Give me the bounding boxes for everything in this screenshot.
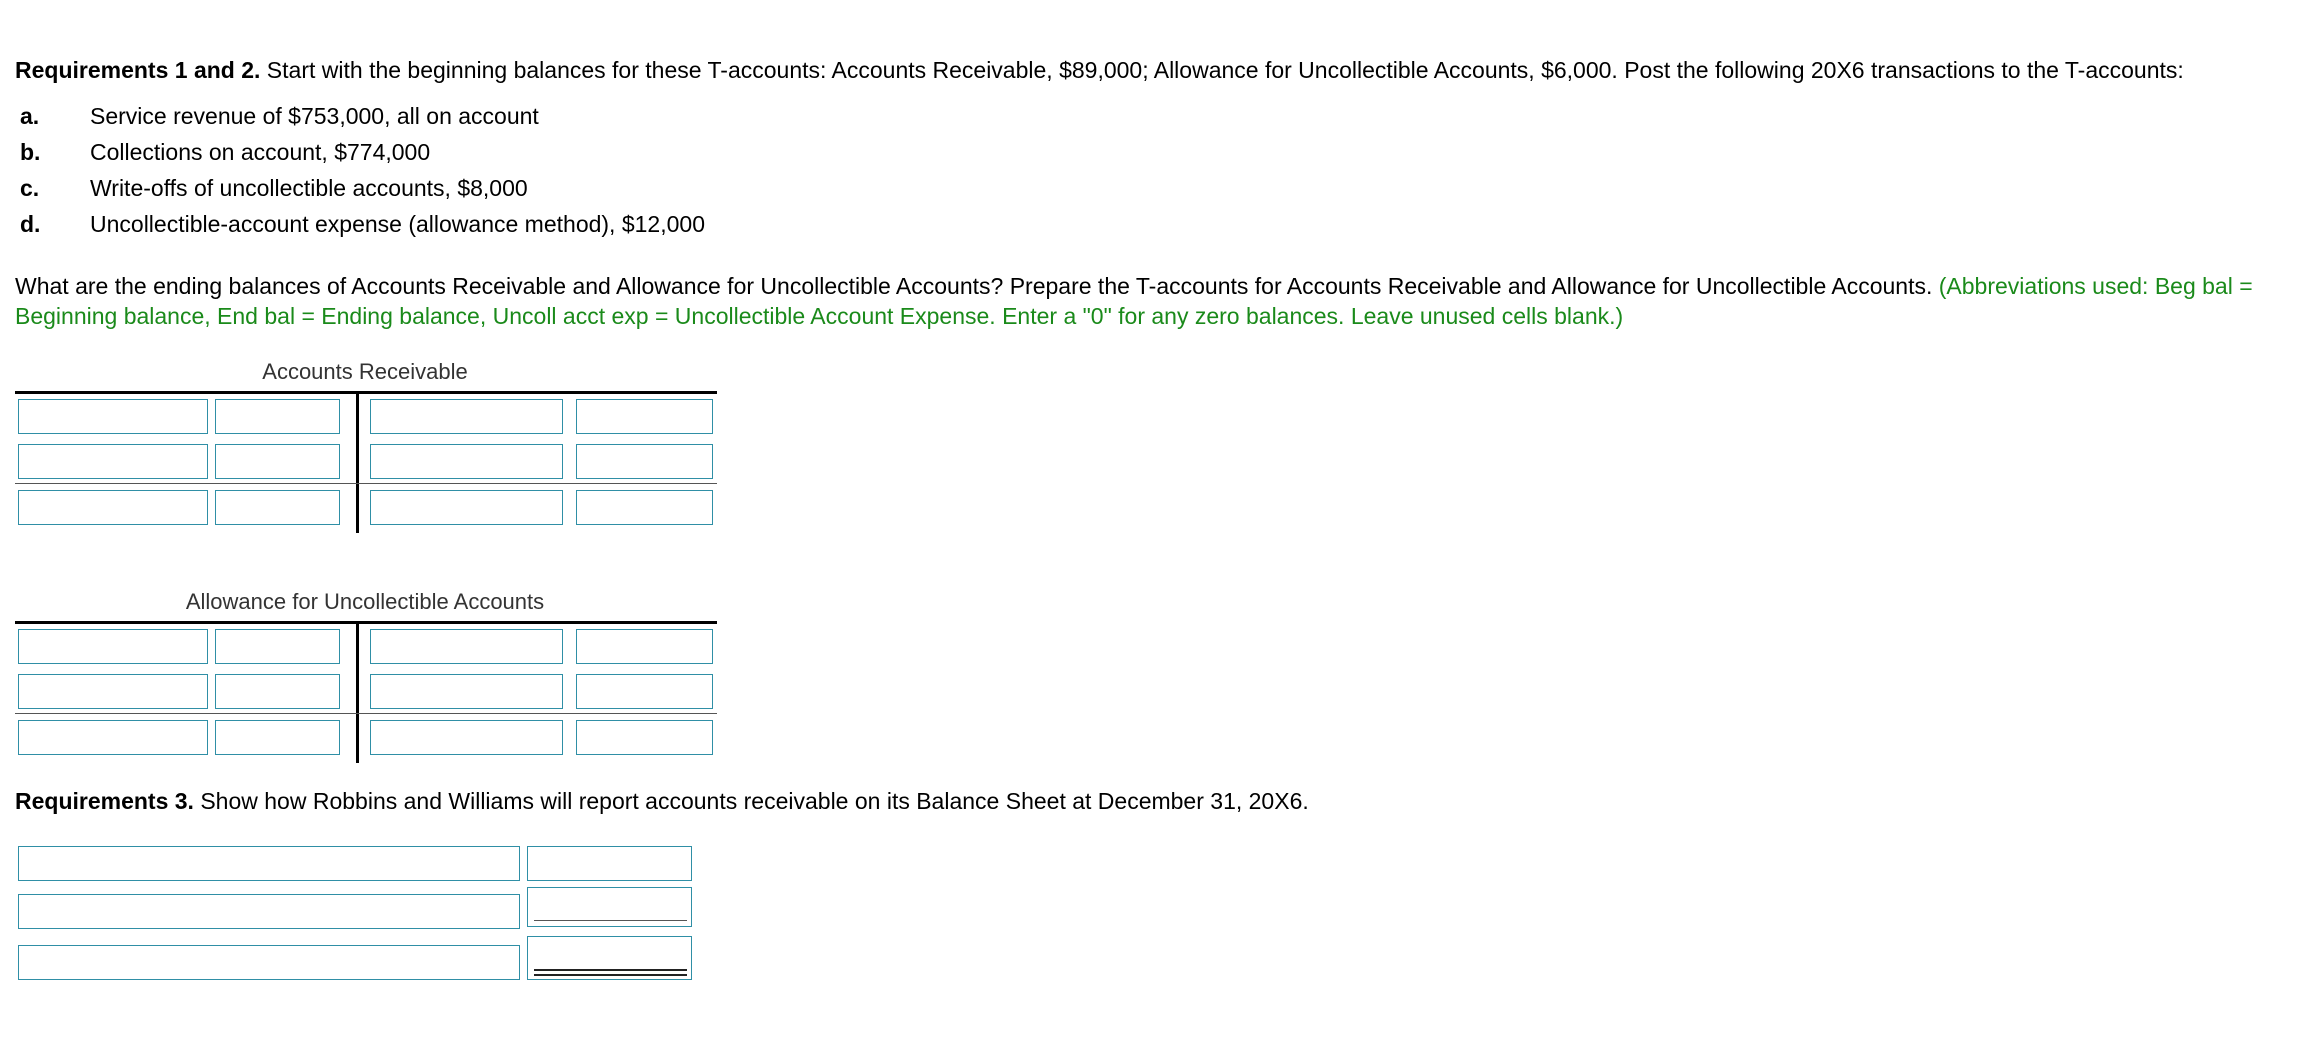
allow-credit-amount-1[interactable] <box>576 629 713 664</box>
transaction-c <box>20 173 528 203</box>
allow-debit-label-1[interactable] <box>18 629 208 664</box>
ar-debit-label-2[interactable] <box>18 444 208 479</box>
requirements-1-2-paragraph <box>15 55 2295 85</box>
allow-credit-label-1[interactable] <box>370 629 563 664</box>
taccount-total-line <box>15 713 717 714</box>
transaction-text: Write-offs of uncollectible accounts, $8,000 <box>90 175 528 201</box>
requirements-3-text: Show how Robbins and Williams will report accounts receivable on its Balance Sheet at December 31, 20X6. <box>193 788 1309 814</box>
transaction-a <box>20 101 539 131</box>
ar-credit-label-3[interactable] <box>370 490 563 525</box>
taccount-top-line <box>15 391 717 394</box>
ar-credit-amount-1[interactable] <box>576 399 713 434</box>
bs-label-1[interactable] <box>18 846 520 881</box>
ar-debit-label-3[interactable] <box>18 490 208 525</box>
ar-debit-label-1[interactable] <box>18 399 208 434</box>
transaction-text: Service revenue of $753,000, all on account <box>90 103 539 129</box>
taccount-center-line <box>356 391 359 533</box>
transaction-letter: a. <box>20 103 40 129</box>
ar-credit-label-1[interactable] <box>370 399 563 434</box>
taccount-center-line <box>356 621 359 763</box>
abbreviations-note-line1: (Abbreviations used: Beg bal = <box>1938 273 2253 299</box>
requirements-1-2-heading: Requirements 1 and 2. <box>15 57 261 83</box>
taccount-title-allowance: Allowance for Uncollectible Accounts <box>185 589 545 614</box>
requirements-1-2-text: Start with the beginning balances for these T-accounts: Accounts Receivable, $89,000; Allowance for Uncollectible Accounts, $6,000. Post the following 20X6 transactions to the T-accounts: <box>260 57 2184 83</box>
taccount-accounts-receivable <box>15 391 717 533</box>
allow-debit-amount-3[interactable] <box>215 720 340 755</box>
transaction-text: Uncollectible-account expense (allowance method), $12,000 <box>90 211 705 237</box>
allow-credit-amount-2[interactable] <box>576 674 713 709</box>
taccount-title-accounts-receivable: Accounts Receivable <box>262 359 468 384</box>
allow-credit-amount-3[interactable] <box>576 720 713 755</box>
double-underline-bottom <box>534 974 687 976</box>
ar-credit-label-2[interactable] <box>370 444 563 479</box>
bs-amount-1[interactable] <box>527 846 692 881</box>
taccount-allowance <box>15 621 717 763</box>
requirements-3-heading: Requirements 3. <box>15 788 194 814</box>
transaction-text: Collections on account, $774,000 <box>90 139 431 165</box>
transaction-d <box>20 209 705 239</box>
bs-amount-2[interactable] <box>527 887 692 927</box>
requirements-3-paragraph <box>15 786 1309 816</box>
transaction-letter: d. <box>20 211 41 237</box>
double-underline-top <box>534 969 687 971</box>
question-paragraph <box>15 271 2253 331</box>
allow-credit-label-2[interactable] <box>370 674 563 709</box>
allow-debit-amount-1[interactable] <box>215 629 340 664</box>
bs-label-3[interactable] <box>18 945 520 980</box>
ar-debit-amount-3[interactable] <box>215 490 340 525</box>
taccount-total-line <box>15 483 717 484</box>
transaction-letter: c. <box>20 175 40 201</box>
ar-debit-amount-1[interactable] <box>215 399 340 434</box>
allow-debit-label-2[interactable] <box>18 674 208 709</box>
allow-debit-label-3[interactable] <box>18 720 208 755</box>
bs-label-2[interactable] <box>18 894 520 929</box>
single-underline <box>534 920 687 921</box>
allow-debit-amount-2[interactable] <box>215 674 340 709</box>
ar-credit-amount-2[interactable] <box>576 444 713 479</box>
question-text: What are the ending balances of Accounts Receivable and Allowance for Uncollectible Accounts? Prepare the T-accounts for Accounts Receivable and Allowance for Uncollectible Accounts. <box>15 273 1939 299</box>
transaction-letter: b. <box>20 139 41 165</box>
bs-amount-3[interactable] <box>527 936 692 980</box>
taccount-top-line <box>15 621 717 624</box>
allow-credit-label-3[interactable] <box>370 720 563 755</box>
ar-credit-amount-3[interactable] <box>576 490 713 525</box>
ar-debit-amount-2[interactable] <box>215 444 340 479</box>
abbreviations-note-line2: Beginning balance, End bal = Ending balance, Uncoll acct exp = Uncollectible Account Expense. Enter a "0" for any zero balances. Leave unused cells blank.) <box>15 303 1624 329</box>
transaction-b <box>20 137 430 167</box>
